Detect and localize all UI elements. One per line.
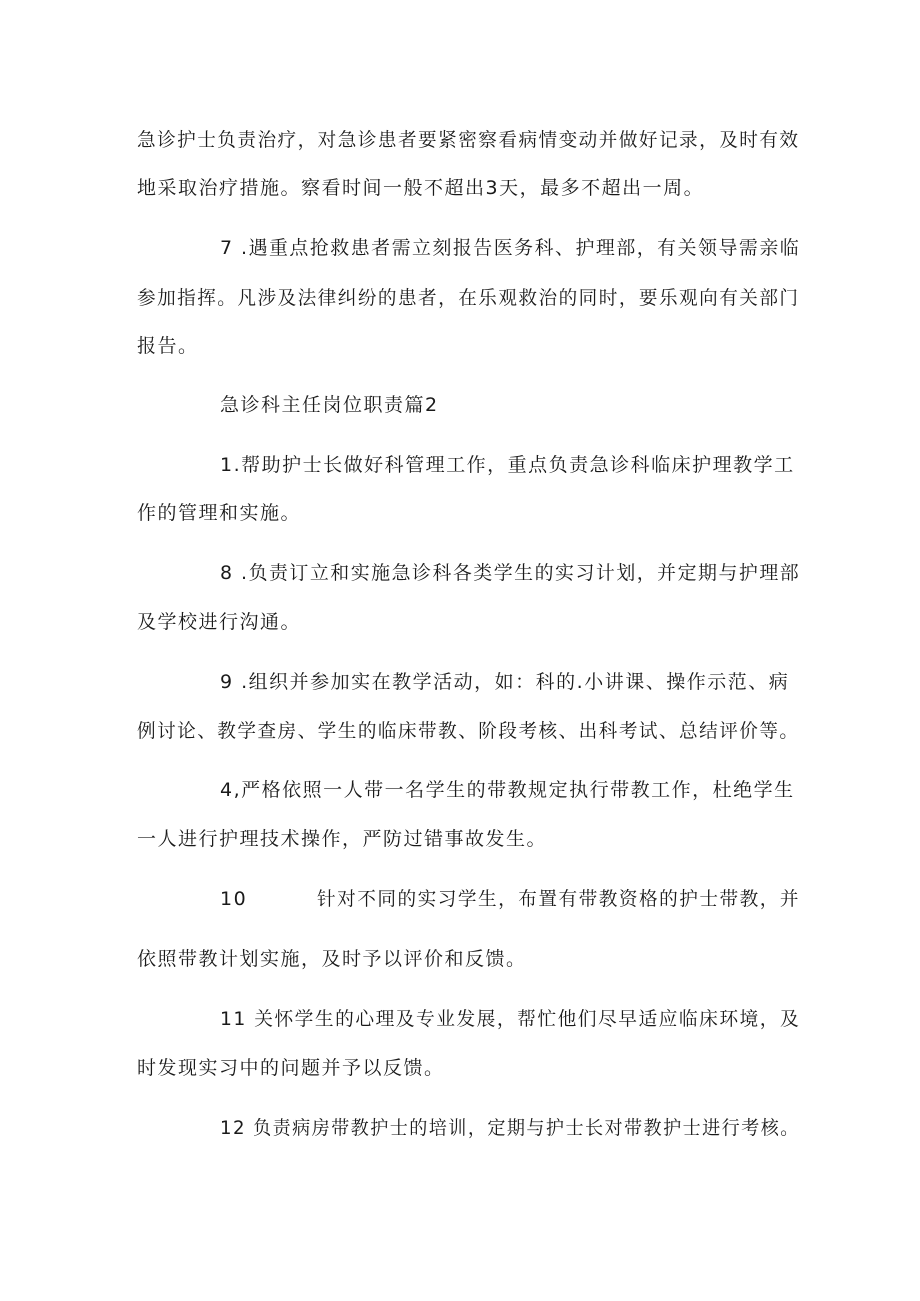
paragraph-line: 1.帮助护士长做好科管理工作，重点负责急诊科临床护理教学工 <box>220 454 795 476</box>
paragraph-line: 急诊护士负责治疗，对急诊患者要紧密察看病情变动并做好记录，及时有效 <box>137 129 800 151</box>
section-heading: 急诊科主任岗位职责篇2 <box>220 394 439 416</box>
paragraph-line: 12 负责病房带教护士的培训，定期与护士长对带教护士进行考核。 <box>220 1117 800 1139</box>
paragraph-line: 4,严格依照一人带一名学生的带教规定执行带教工作，杜绝学生 <box>220 779 795 801</box>
paragraph-line: 11 关怀学生的心理及专业发展，帮忙他们尽早适应临床环境，及 <box>220 1008 801 1030</box>
paragraph-line: 依照带教计划实施，及时予以评价和反馈。 <box>137 948 527 970</box>
paragraph-number: 10 <box>220 888 248 910</box>
paragraph-line: 作的管理和实施。 <box>137 502 302 524</box>
paragraph-line: 时发现实习中的问题并予以反馈。 <box>137 1057 445 1079</box>
paragraph-line: 9 .组织并参加实在教学活动，如：科的.小讲课、操作示范、病 <box>220 671 790 693</box>
paragraph-line: 及学校进行沟通。 <box>137 611 302 633</box>
paragraph-line: 8 .负责订立和实施急诊科各类学生的实习计划，并定期与护理部 <box>220 562 801 584</box>
paragraph-line: 参加指挥。凡涉及法律纠纷的患者，在乐观救治的同时，要乐观向有关部门 <box>137 287 800 309</box>
paragraph-line: 报告。 <box>137 335 199 357</box>
paragraph-line: 地采取治疗措施。察看时间一般不超出3天，最多不超出一周。 <box>137 177 705 199</box>
paragraph-line: 针对不同的实习学生，布置有带教资格的护士带教，并 <box>317 888 801 910</box>
paragraph-line: 例讨论、教学查房、学生的临床带教、阶段考核、出科考试、总结评价等。 <box>137 720 800 742</box>
paragraph-line: 7 .遇重点抢救患者需立刻报告医务科、护理部，有关领导需亲临 <box>220 237 801 259</box>
paragraph-line: 一人进行护理技术操作，严防过错事故发生。 <box>137 828 548 850</box>
